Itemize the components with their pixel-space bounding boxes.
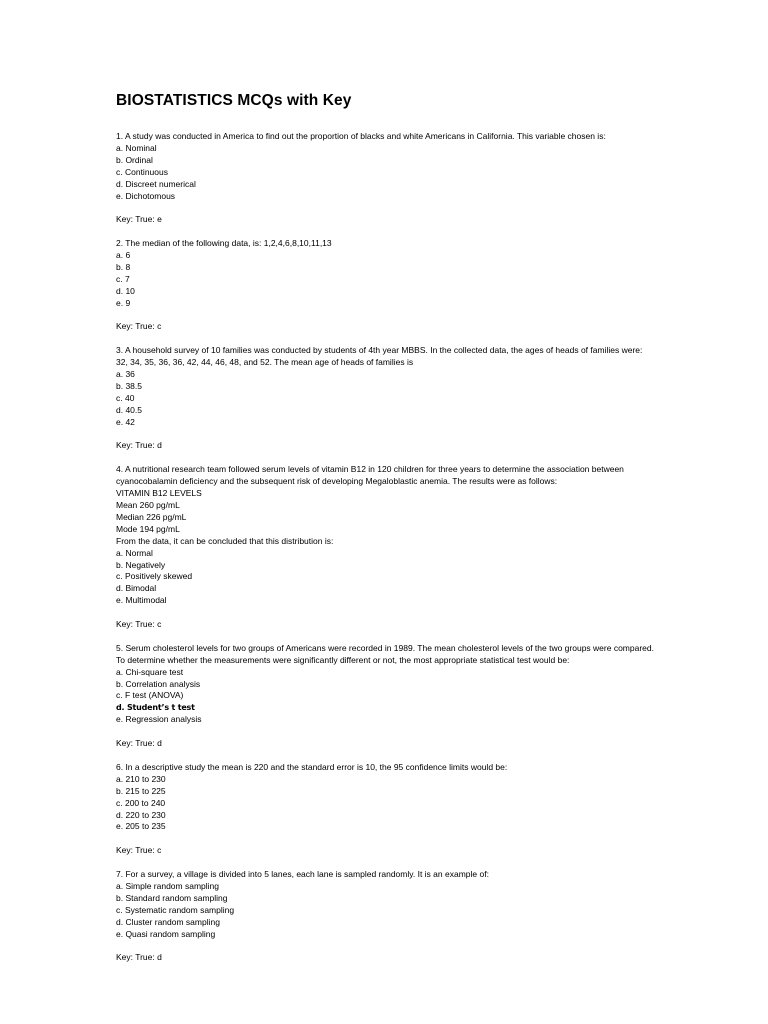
question-4 — [116, 464, 656, 631]
answer-option-e: e. Regression analysis — [116, 714, 202, 725]
question-3 — [116, 345, 656, 452]
answer-option-b: b. 38.5 — [116, 380, 142, 391]
answer-key: Key: True: c — [116, 619, 162, 630]
question-stem: 6. In a descriptive study the mean is 220 and the standard error is 10, the 95 confidence limits would be: — [116, 761, 508, 772]
page-title: BIOSTATISTICS MCQs with Key — [116, 92, 352, 109]
data-line-mode: Mode 194 pg/mL — [116, 523, 180, 534]
answer-option-c: c. Systematic random sampling — [116, 904, 235, 915]
answer-option-d: d. Cluster random sampling — [116, 916, 220, 927]
answer-option-b: b. Standard random sampling — [116, 892, 228, 903]
question-stem: 3. A household survey of 10 families was conducted by students of 4th year MBBS. In the collected data, the ages of heads of families were: 32, 34, 35, 36, 36, 42, 44, 46, 48, and 52. The mean age of heads of families is — [116, 345, 643, 368]
question-stem: 4. A nutritional research team followed serum levels of vitamin B12 in 120 children for three years to determine the association between cyanocobalamin deficiency and the subsequent risk of developing Megaloblastic anemia. The results were as follows: — [116, 464, 624, 487]
answer-option-c: c. F test (ANOVA) — [116, 690, 184, 701]
answer-option-a: a. 210 to 230 — [116, 773, 166, 784]
data-line-mean: Mean 260 pg/mL — [116, 500, 180, 510]
answer-option-e: e. 9 — [116, 297, 131, 308]
answer-option-e: e. 42 — [116, 416, 135, 427]
answer-option-d: d. 220 to 230 — [116, 809, 166, 820]
answer-option-b: b. Ordinal — [116, 154, 153, 165]
answer-option-d: d. Bimodal — [116, 583, 157, 594]
question-stem: 1. A study was conducted in America to find out the proportion of blacks and white Americans in California. This variable chosen is: — [116, 131, 606, 141]
data-line-median: Median 226 pg/mL — [116, 511, 187, 522]
answer-option-a: a. Nominal — [116, 142, 157, 153]
answer-option-d: d. 10 — [116, 285, 135, 296]
answer-option-c: c. Positively skewed — [116, 571, 193, 582]
answer-option-b: b. Correlation analysis — [116, 678, 201, 689]
data-heading: VITAMIN B12 LEVELS — [116, 488, 202, 499]
answer-option-b: b. Negatively — [116, 559, 166, 570]
question-7 — [116, 869, 656, 964]
question-prompt: From the data, it can be concluded that this distribution is: — [116, 535, 334, 546]
answer-key: Key: True: d — [116, 952, 162, 963]
answer-option-a: a. 36 — [116, 369, 135, 380]
answer-key: Key: True: c — [116, 321, 162, 332]
answer-option-e: e. Multimodal — [116, 595, 167, 606]
answer-option-d: d. 40.5 — [116, 404, 142, 415]
answer-option-e: e. 205 to 235 — [116, 821, 166, 832]
question-stem: 5. Serum cholesterol levels for two groups of Americans were recorded in 1989. The mean cholesterol levels of the two groups were compared. To determine whether the measurements were significantly different or not, the most appropriate statistical test would be: — [116, 642, 654, 665]
answer-option-d: d. Student’s t test — [116, 703, 195, 713]
question-stem: 7. For a survey, a village is divided into 5 lanes, each lane is sampled randomly. It is an example of: — [116, 869, 489, 879]
question-stem: 2. The median of the following data, is: 1,2,4,6,8,10,11,13 — [116, 238, 332, 249]
answer-option-c: c. 200 to 240 — [116, 797, 166, 808]
answer-option-d: d. Discreet numerical — [116, 178, 196, 189]
answer-option-c: c. 40 — [116, 392, 135, 403]
question-6 — [116, 762, 656, 857]
document-page — [116, 91, 656, 976]
answer-option-a: a. 6 — [116, 250, 131, 261]
answer-key: Key: True: d — [116, 440, 162, 451]
answer-option-a: a. Normal — [116, 547, 153, 558]
answer-key: Key: True: e — [116, 214, 162, 225]
question-5 — [116, 643, 656, 750]
answer-option-b: b. 215 to 225 — [116, 785, 166, 796]
answer-key: Key: True: c — [116, 845, 162, 856]
answer-option-c: c. 7 — [116, 273, 130, 284]
question-1 — [116, 131, 656, 226]
answer-option-a: a. Simple random sampling — [116, 880, 219, 891]
answer-option-c: c. Continuous — [116, 166, 168, 177]
question-2 — [116, 238, 656, 333]
answer-key: Key: True: d — [116, 738, 162, 749]
answer-option-b: b. 8 — [116, 261, 131, 272]
answer-option-e: e. Quasi random sampling — [116, 928, 216, 939]
answer-option-e: e. Dichotomous — [116, 190, 176, 201]
answer-option-a: a. Chi-square test — [116, 666, 184, 677]
